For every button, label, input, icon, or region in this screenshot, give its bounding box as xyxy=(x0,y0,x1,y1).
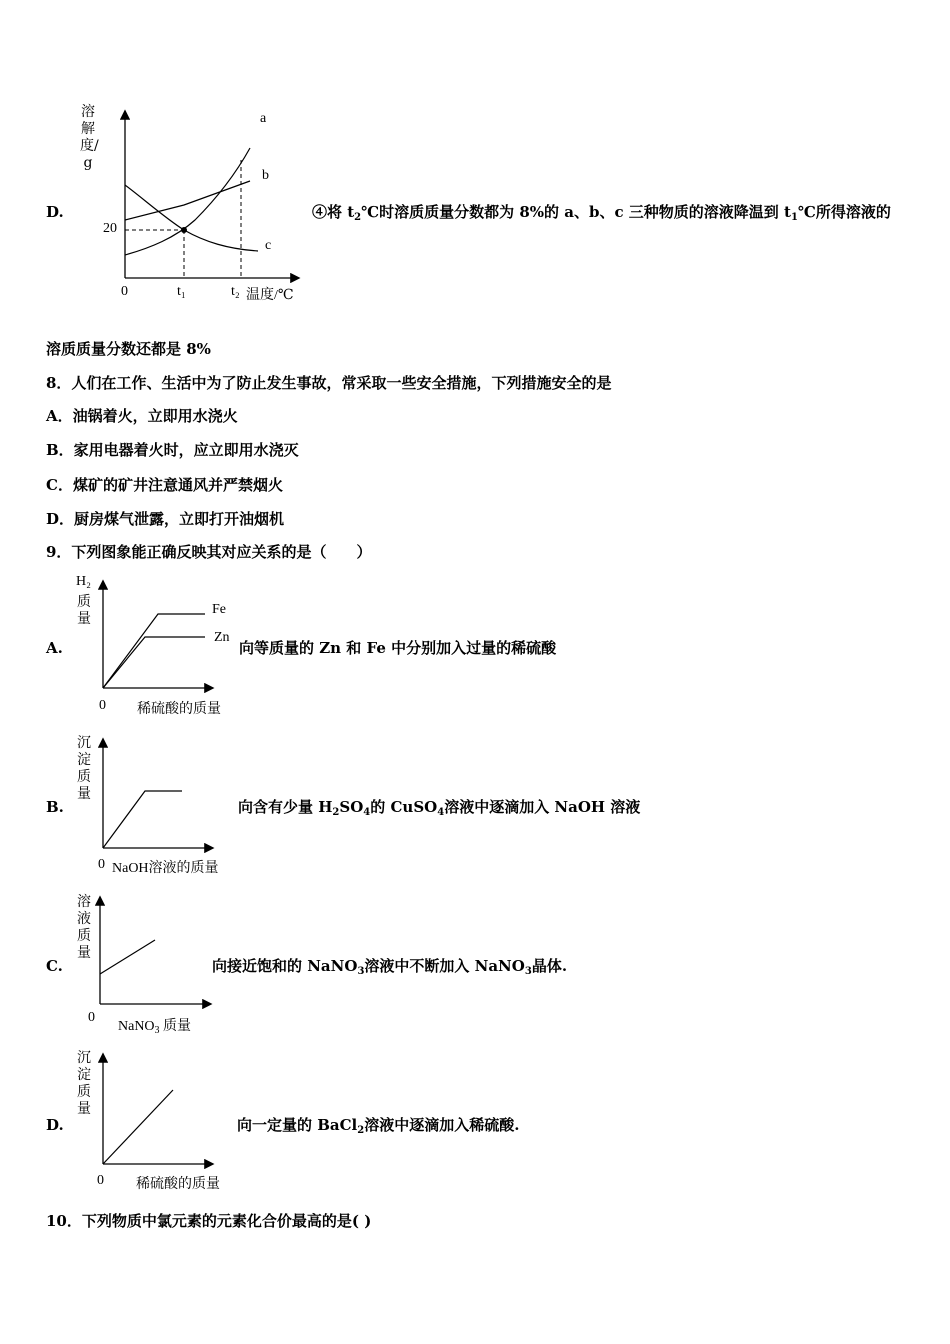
q9-option-d-label: D. xyxy=(46,1116,64,1134)
curve-b-label: b xyxy=(262,168,269,183)
q9c-origin: 0 xyxy=(88,1010,95,1025)
q7-statement: ④将 $t_2℃$时溶质质量分数都为 8%的 a、b、c 三种物质的溶液降温到 $t_1℃$所得溶液的 xyxy=(312,203,891,223)
origin-label: 0 xyxy=(121,284,128,299)
q8-option-c: C．煤矿的矿井注意通风并严禁烟火 xyxy=(46,476,283,494)
curve-c-label: c xyxy=(265,238,272,253)
q9d-xlabel: 稀硫酸的质量 xyxy=(136,1177,220,1192)
solubility-ylabel: 溶解度/g xyxy=(80,104,99,171)
q8-stem: 8．人们在工作、生活中为了防止发生事故，常采取一些安全措施，下列措施安全的是 xyxy=(46,374,612,392)
q8-option-b: B．家用电器着火时，应立即用水浇灭 xyxy=(46,441,299,459)
curve-a-label: a xyxy=(260,111,267,126)
q9-option-c-label: C. xyxy=(46,957,63,975)
q7-option-d-label: D. xyxy=(46,203,64,221)
q9a-series-fe: Fe xyxy=(212,602,226,617)
q9a-text: 向等质量的 Zn 和 Fe 中分别加入过量的稀硫酸 xyxy=(239,639,557,657)
q9d-ylabel: 沉淀质量 xyxy=(77,1050,91,1117)
q9-option-a-label: A. xyxy=(46,639,63,657)
q9b-origin: 0 xyxy=(98,857,105,872)
q9-option-b-label: B. xyxy=(46,798,64,816)
q9d-text: 向一定量的 BaCl$_2$溶液中逐滴加入稀硫酸. xyxy=(237,1116,520,1136)
q9d-origin: 0 xyxy=(97,1173,104,1188)
q9a-xlabel: 稀硫酸的质量 xyxy=(137,702,221,717)
q9c-xlabel: NaNO$_3$ 质量 xyxy=(118,1019,192,1036)
q9a-ylabel: 质量 xyxy=(77,594,91,627)
q10-stem: 10．下列物质中氯元素的元素化合价最高的是( ) xyxy=(46,1212,372,1230)
q9c-ylabel: 溶液质量 xyxy=(77,894,91,961)
q9a-origin: 0 xyxy=(99,698,106,713)
y-tick-20: 20 xyxy=(103,221,117,236)
q9a-ylabel-h2: H₂ xyxy=(76,574,91,589)
q9b-xlabel: NaOH溶液的质量 xyxy=(112,861,219,876)
q8-option-d: D．厨房煤气泄露，立即打开油烟机 xyxy=(46,510,285,528)
q9a-series-zn: Zn xyxy=(214,630,230,645)
q9d-line xyxy=(103,1090,173,1164)
q7-statement-continued: 溶质质量分数还都是 8% xyxy=(46,340,211,358)
q9-stem: 9．下列图象能正确反映其对应关系的是（ ） xyxy=(46,543,372,561)
q9b-text: 向含有少量 $H_2SO_4$的 CuSO$_4$溶液中逐滴加入 NaOH 溶液 xyxy=(238,798,641,818)
q8-option-a: A．油锅着火，立即用水浇火 xyxy=(46,407,238,425)
x-tick-t1: t₁ xyxy=(177,284,186,299)
x-tick-t2: t₂ xyxy=(231,284,240,299)
x-axis-label: 温度/℃ xyxy=(246,288,294,303)
q9c-text: 向接近饱和的 NaNO$_3$溶液中不断加入 NaNO$_3$晶体. xyxy=(212,957,568,977)
q9b-ylabel: 沉淀质量 xyxy=(77,735,91,802)
